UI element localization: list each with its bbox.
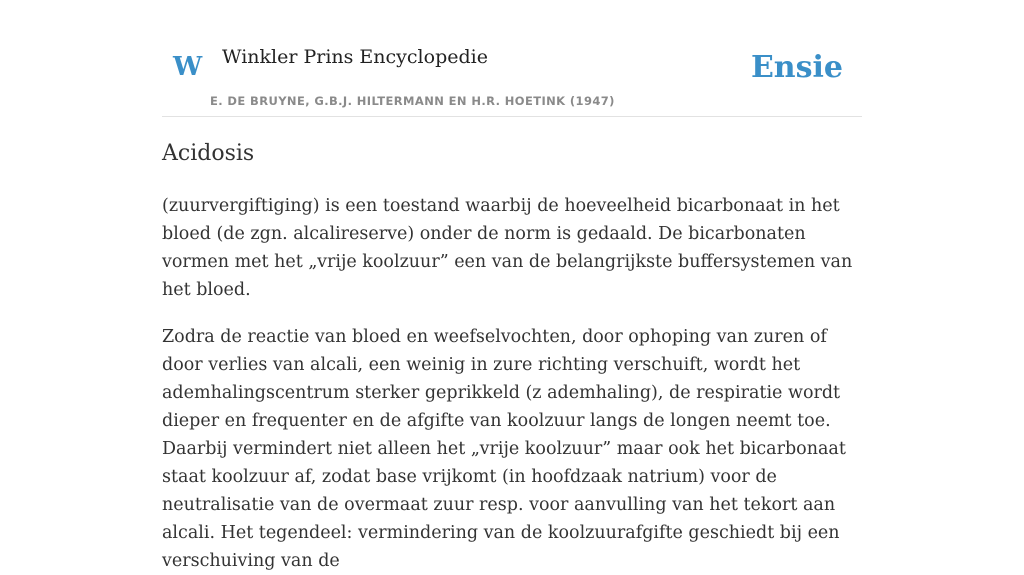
article-paragraph-2: Zodra de reactie van bloed en weefselvochten, door ophoping van zuren of door verlies van alcali, een weinig in zure richting verschuift, wordt het ademhalingscentrum sterker geprikkeld (z ademhaling), de respiratie wordt dieper en frequenter en de afgifte van koolzuur langs de longen neemt toe. Daarbij vermindert niet alleen het „vrije koolzuur” maar ook het bicarbonaat staat koolzuur af, zodat base vrijkomt (in hoofdzaak natrium) voor de neutralisatie van de overmaat zuur resp. voor aanvulling van het tekort aan alcali. Het tegendeel: vermindering van de koolzuurafgifte geschiedt bij een verschuiving van de — [162, 327, 846, 571]
source-authors: E. DE BRUYNE, G.B.J. HILTERMANN EN H.R. HOETINK (1947) — [210, 94, 615, 108]
encyclopedia-logo-icon[interactable]: W — [173, 52, 203, 82]
article-paragraph-1: (zuurvergiftiging) is een toestand waarbij de hoeveelheid bicarbonaat in het bloed (de zgn. alcalireserve) onder de norm is gedaald. De bicarbonaten vormen met het „vrije koolzuur” een van de belangrijkste buffersystemen van het bloed. — [162, 196, 853, 300]
article-title: Acidosis — [162, 141, 255, 166]
source-title[interactable]: Winkler Prins Encyclopedie — [222, 46, 488, 68]
page-header — [162, 0, 862, 117]
ensie-logo-link[interactable]: Ensie — [750, 50, 843, 85]
article — [162, 138, 862, 575]
